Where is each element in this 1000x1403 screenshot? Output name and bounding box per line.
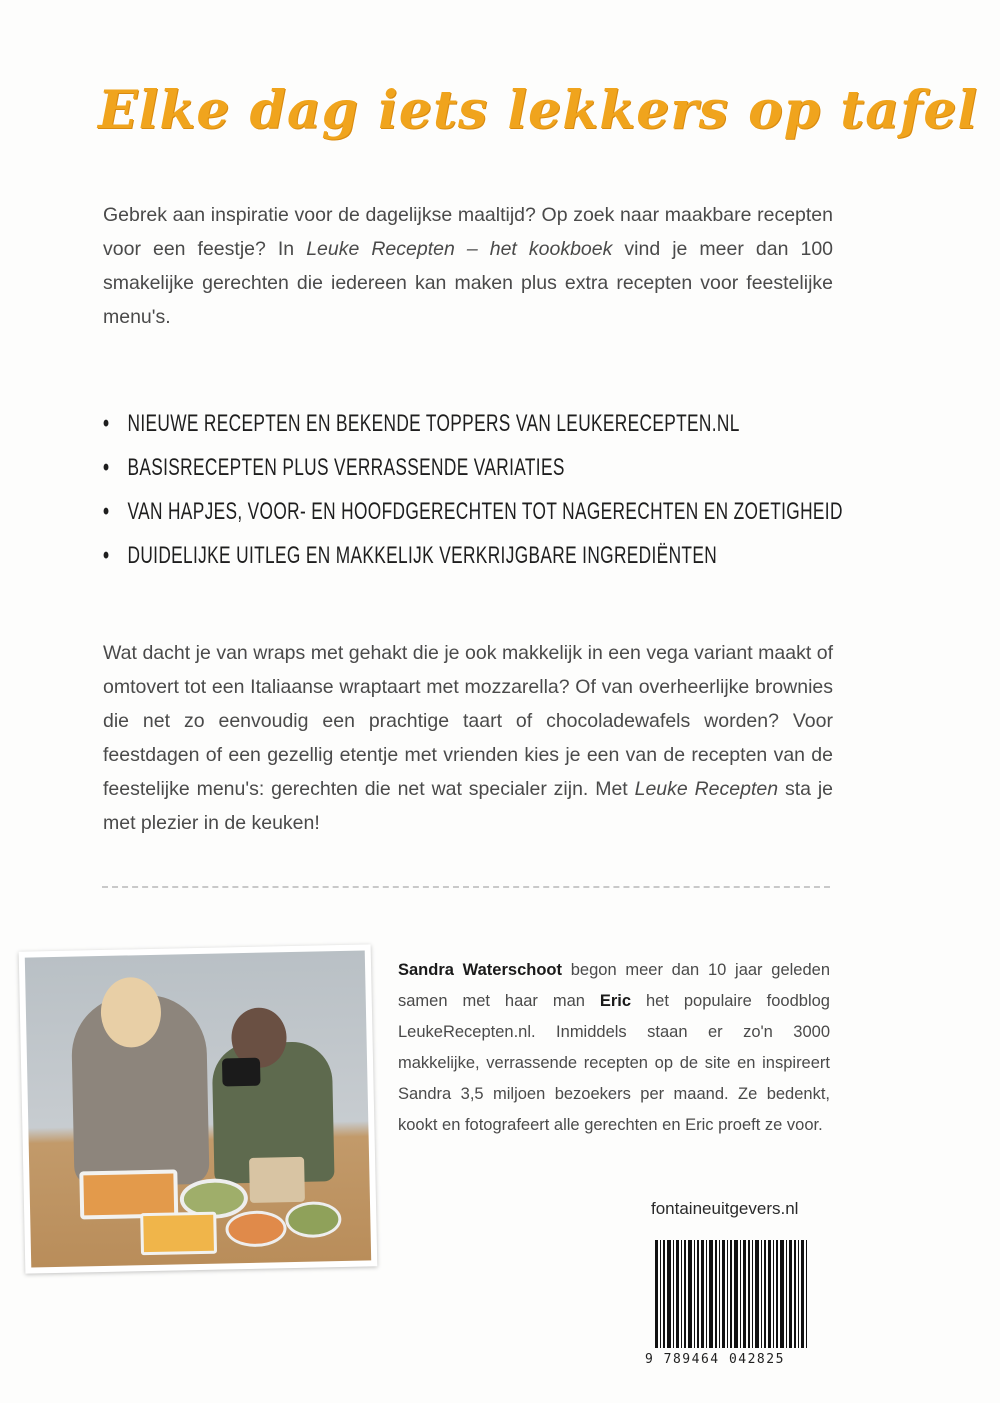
isbn-number: 9 789464 042825: [645, 1352, 785, 1367]
description-text: Wat dacht je van wraps met gehakt die je ook makkelijk in een vega variant maakt of omtovert tot een Italiaanse wraptaart met mozzarella? Of van overheerlijke brownies die net zo eenvoudig een prachtige taart of chocoladewafels worden? Voor feestdagen of een gezellig etentje met vrienden kies je een van de recepten van de feestelijke menu's: gerechten die net wat specialer zijn. Met: [103, 642, 833, 800]
feature-list: [103, 402, 1000, 578]
author-photo: [25, 950, 371, 1267]
feature-text: NIEUWE RECEPTEN EN BEKENDE TOPPERS VAN LEUKERECEPTEN.NL: [127, 410, 740, 437]
bullet-icon: •: [103, 410, 110, 437]
author-bio: [398, 955, 830, 1141]
feature-item: [103, 446, 843, 490]
intro-text-cont: vind je meer dan 100 smakelijke gerechten die iedereen kan maken plus extra recepten voor feestelijke menu's.: [103, 238, 834, 328]
book-title-italic: Leuke Recepten – het kookboek: [306, 238, 613, 260]
photo-dish: [140, 1212, 217, 1256]
author-name: Sandra Waterschoot: [398, 961, 562, 979]
feature-item: [103, 402, 843, 446]
feature-text: DUIDELIJKE UITLEG EN MAKKELIJK VERKRIJGBARE INGREDIËNTEN: [127, 542, 718, 569]
description-text-cont: sta je met plezier in de keuken!: [103, 778, 833, 834]
book-title-italic: Leuke Recepten: [634, 778, 779, 800]
photo-dish: [225, 1210, 287, 1247]
intro-paragraph: [103, 198, 833, 334]
feature-item: [103, 534, 843, 578]
feature-text: BASISRECEPTEN PLUS VERRASSENDE VARIATIES: [127, 454, 565, 481]
description-paragraph: [103, 636, 833, 840]
feature-text: VAN HAPJES, VOOR- EN HOOFDGERECHTEN TOT NAGERECHTEN EN ZOETIGHEID: [127, 498, 843, 525]
partner-name: Eric: [599, 992, 632, 1010]
dashed-divider: [102, 886, 830, 888]
bullet-icon: •: [103, 498, 110, 525]
bullet-icon: •: [103, 454, 110, 481]
barcode-icon: [655, 1240, 830, 1348]
photo-dish: [285, 1201, 342, 1238]
photo-dish: [249, 1157, 305, 1203]
bullet-icon: •: [103, 542, 110, 569]
intro-text: Gebrek aan inspiratie voor de dagelijkse maaltijd? Op zoek naar maakbare recepten voor een feestje? In: [103, 204, 833, 260]
bio-text-cont: het populaire foodblog LeukeRecepten.nl. Inmiddels staan er zo'n 3000 makkelijke, verrassende recepten op de site en inspireert Sandra 3,5 miljoen bezoekers per maand. Ze bedenkt, kookt en fotografeert alle gerechten en Eric proeft ze voor.: [398, 992, 830, 1134]
page-title: Elke dag iets lekkers op tafel: [98, 80, 979, 141]
bio-text: begon meer dan 10 jaar geleden samen met haar man: [398, 961, 830, 1010]
feature-item: [103, 490, 843, 534]
publisher-url[interactable]: fontaineuitgevers.nl: [651, 1199, 799, 1218]
camera-icon: [222, 1058, 261, 1087]
author-photo-frame: [19, 944, 378, 1273]
